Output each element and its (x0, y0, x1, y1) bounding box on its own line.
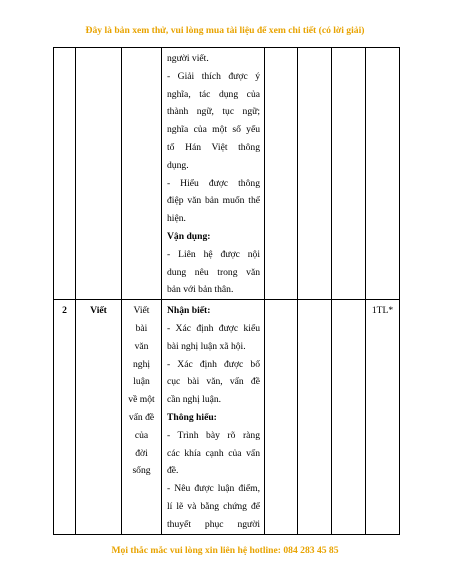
requirement-line: điệp văn bản muốn thể (167, 195, 260, 207)
requirement-line: cục bài văn, vấn đề (167, 376, 260, 388)
table-row (54, 48, 400, 300)
requirement-line: lí lẽ và bằng chứng để (167, 500, 260, 512)
row-number-cell (54, 48, 76, 300)
requirement-heading: Thông hiểu: (167, 411, 217, 423)
topic-line: vấn đề (128, 411, 155, 423)
topic-line: của (134, 429, 149, 441)
preview-notice: Đây là bản xem thử, vui lòng mua tài liệu để xem chi tiết (có lời giải) (85, 25, 365, 36)
requirement-line: các khía cạnh của vấn (167, 447, 260, 459)
requirement-line: - Nêu được luận điểm, (167, 483, 260, 495)
row-number-cell: 2 (54, 300, 76, 534)
topic-line: bài (135, 322, 148, 334)
requirements-cell (162, 48, 265, 300)
level-cell-4 (366, 48, 400, 300)
level-cell-2 (298, 300, 332, 534)
topic-line: văn (134, 340, 149, 352)
topic-line: sống (132, 465, 151, 477)
skill-cell (76, 48, 122, 300)
level-cell-4: 1TL* (366, 300, 400, 534)
requirement-line: nghĩa của một số yếu (167, 124, 260, 136)
level-cell-1 (265, 300, 298, 534)
topic-line: luận (133, 376, 150, 388)
level-cell-3 (332, 300, 366, 534)
requirement-line: nghĩa, tác dụng của (167, 88, 260, 100)
requirement-line: bản với bản thân. (167, 284, 234, 296)
hotline-notice: Mọi thắc mắc vui lòng xin liên hệ hotline: 084 283 45 85 (111, 545, 339, 556)
requirement-line: thành ngữ, tục ngữ; (167, 106, 260, 118)
matrix-table (53, 47, 400, 535)
requirement-line: - Trình bày rõ ràng (167, 429, 260, 441)
requirement-line: - Hiểu được thông (167, 177, 260, 189)
requirement-line: - Liên hệ được nội (167, 248, 260, 260)
requirement-line: cần nghị luận. (167, 394, 222, 406)
topic-cell (122, 48, 162, 300)
requirement-line: - Xác định được kiểu (167, 322, 260, 334)
topic-line: về một (128, 394, 155, 406)
requirement-line: - Xác định được bố (167, 358, 260, 370)
requirement-line: người viết. (167, 53, 209, 64)
requirement-heading: Nhận biết: (167, 305, 211, 317)
skill-cell: Viết (76, 300, 122, 534)
requirement-line: bài nghị luận xã hội. (167, 340, 246, 352)
topic-line: đời (135, 447, 148, 459)
requirement-line: tố Hán Việt thông (167, 141, 260, 153)
requirement-line: hiện. (167, 213, 186, 225)
requirement-line: thuyết phục người (167, 518, 260, 530)
requirements-cell (162, 300, 265, 534)
topic-line: nghị (132, 358, 151, 370)
topic-line: Viết (133, 305, 150, 317)
table-row (54, 300, 400, 534)
level-cell-2 (298, 48, 332, 300)
requirement-line: dụng. (167, 159, 189, 171)
topic-cell (122, 300, 162, 534)
requirement-line: dung nêu trong văn (167, 266, 260, 278)
level-cell-1 (265, 48, 298, 300)
topic-lines (125, 302, 158, 480)
requirements-list (167, 50, 260, 299)
level-cell-3 (332, 48, 366, 300)
requirement-heading: Vận dụng: (167, 230, 211, 242)
requirements-list (167, 302, 260, 533)
requirement-line: - Giải thích được ý (167, 70, 260, 82)
requirement-line: đề. (167, 465, 179, 477)
